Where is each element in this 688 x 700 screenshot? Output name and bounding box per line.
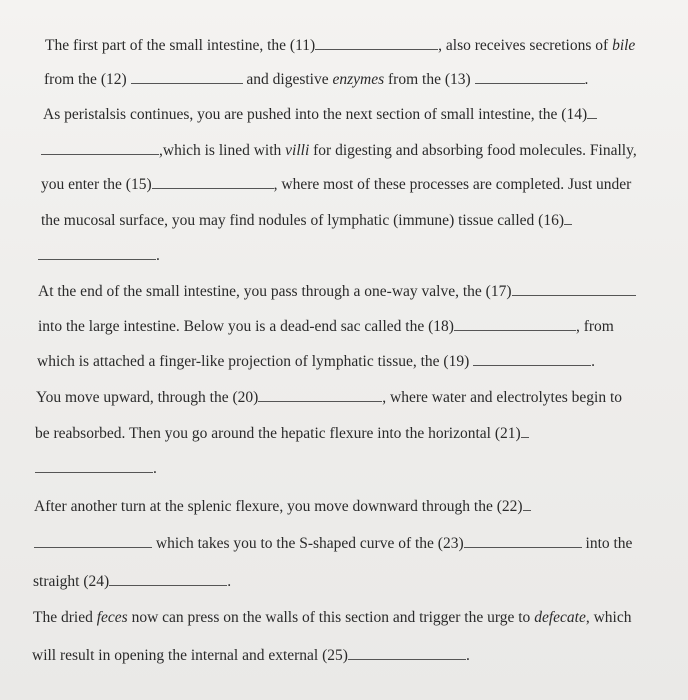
answer-blank-23[interactable] — [464, 535, 582, 548]
sentence-line-16: straight (24) . — [33, 573, 232, 590]
sentence-line-3: As peristalsis continues, you are pushed into the next section of small intestine, the (14) — [43, 105, 597, 125]
sentence-line-13: . — [35, 459, 157, 479]
answer-blank-24[interactable] — [109, 573, 227, 586]
answer-blank-15[interactable] — [152, 176, 274, 189]
answer-blank-12[interactable] — [131, 71, 243, 84]
answer-blank-18[interactable] — [454, 318, 576, 331]
answer-blank-16[interactable] — [38, 247, 156, 260]
sentence-line-12: be reabsorbed. Then you go around the hepatic flexure into the horizontal (21) — [35, 424, 529, 444]
sentence-line-1: The first part of the small intestine, the (11) , also receives secretions of bile — [45, 37, 636, 54]
sentence-line-14: After another turn at the splenic flexure, you move downward through the (22) — [34, 497, 531, 517]
answer-blank-21-start[interactable] — [521, 425, 529, 438]
answer-blank-17[interactable] — [512, 283, 636, 296]
sentence-line-11: You move upward, through the (20) , where water and electrolytes begin to — [36, 389, 623, 406]
answer-blank-16-start[interactable] — [564, 212, 572, 225]
answer-blank-25[interactable] — [348, 647, 466, 660]
sentence-line-15: which takes you to the S-shaped curve of the (23) into the — [34, 534, 632, 554]
answer-blank-20[interactable] — [258, 389, 382, 402]
sentence-line-4: ,which is lined with villi for digesting and absorbing food molecules. Finally, — [41, 141, 637, 161]
sentence-line-6: the mucosal surface, you may find nodules of lymphatic (immune) tissue called (16) — [41, 211, 572, 231]
answer-blank-14[interactable] — [41, 142, 159, 155]
sentence-line-10: which is attached a finger-like projection of lymphatic tissue, the (19) . — [37, 353, 596, 370]
answer-blank-21[interactable] — [35, 460, 153, 473]
sentence-line-8: At the end of the small intestine, you pass through a one-way valve, the (17) — [38, 282, 636, 302]
sentence-line-2: from the (12) and digestive enzymes from the (13) . — [44, 71, 589, 88]
sentence-line-18: will result in opening the internal and external (25) . — [32, 647, 470, 664]
answer-blank-13[interactable] — [475, 71, 585, 84]
sentence-line-5: you enter the (15) , where most of these processes are completed. Just under — [41, 176, 632, 193]
sentence-line-17: The dried feces now can press on the walls of this section and trigger the urge to defecate, which — [33, 609, 632, 626]
sentence-line-9: into the large intestine. Below you is a dead-end sac called the (18) , from — [38, 318, 614, 335]
answer-blank-22-start[interactable] — [523, 498, 531, 511]
sentence-line-7: . — [38, 246, 160, 266]
answer-blank-14-start[interactable] — [587, 106, 597, 119]
answer-blank-22[interactable] — [34, 535, 152, 548]
answer-blank-11[interactable] — [315, 37, 438, 50]
answer-blank-19[interactable] — [473, 353, 591, 366]
